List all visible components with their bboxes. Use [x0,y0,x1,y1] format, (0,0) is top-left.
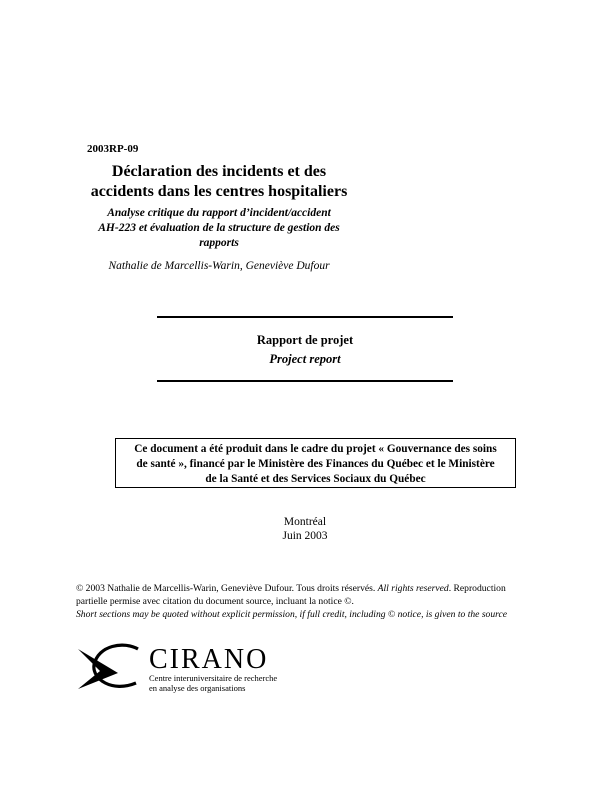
document-authors: Nathalie de Marcellis-Warin, Geneviève Dufour [108,260,330,272]
funding-notice-box [115,438,516,488]
copyright-notice [76,582,546,621]
report-type-french: Rapport de projet [256,333,354,347]
cirano-logo-icon [78,643,142,691]
bottom-divider [157,380,453,382]
place-and-date [157,515,453,543]
copyright-line-1 [76,582,546,595]
copyright-line-3: Short sections may be quoted without explicit permission, if full credit, including © notice, is given to the source [76,609,508,620]
subtitle-line-1: Analyse critique du rapport d’incident/accident [107,207,331,219]
document-title [80,162,358,202]
title-line-2: accidents dans les centres hospitaliers [90,183,348,200]
copyright-text: © 2003 Nathalie de Marcellis-Warin, Geneviève Dufour. Tous droits réservés. [76,583,378,594]
tagline-line-2: en analyse des organisations [149,683,246,693]
notice-line-2: de santé », financé par le Ministère des Finances du Québec et le Ministère [136,458,495,470]
document-subtitle [80,206,358,251]
subtitle-line-2: AH-223 et évaluation de la structure de gestion des [98,222,340,234]
subtitle-line-3: rapports [199,237,239,249]
logo-name: CIRANO [149,644,269,675]
rights-reserved-text: All rights reserved [377,583,449,594]
reproduction-text: . Reproduction [448,583,506,594]
report-type-english: Project report [269,352,341,366]
tagline-line-1: Centre interuniversitaire de recherche [149,673,278,683]
top-divider [157,316,453,318]
document-code: 2003RP-09 [87,143,139,155]
city: Montréal [283,516,327,528]
logo-tagline [149,673,277,693]
title-line-1: Déclaration des incidents et des [111,163,327,180]
notice-line-3: de la Santé et des Services Sociaux du Québec [205,473,426,485]
copyright-line-2: partielle permise avec citation du document source, incluant la notice ©. [76,596,354,607]
notice-line-1: Ce document a été produit dans le cadre du projet « Gouvernance des soins [134,443,497,455]
publication-date: Juin 2003 [282,530,328,542]
